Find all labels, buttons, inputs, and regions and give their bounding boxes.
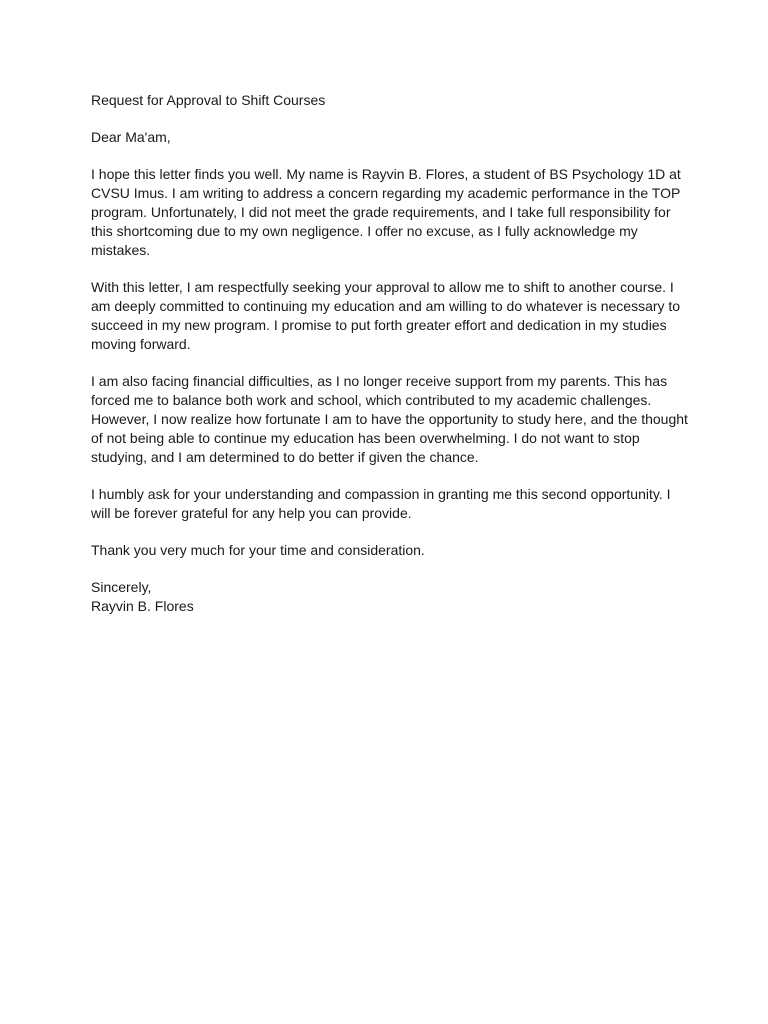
letter-signoff	[91, 578, 691, 616]
letter-paragraph-request: With this letter, I am respectfully seeking your approval to allow me to shift to another course. I am deeply committed to continuing my education and am willing to do whatever is necessary to succeed in my new program. I promise to put forth greater effort and dedication in my studies moving forward.	[91, 279, 681, 352]
letter-paragraph-appeal: I humbly ask for your understanding and compassion in granting me this second opportunity. I will be forever grateful for any help you can provide.	[91, 486, 671, 521]
letter-subject: Request for Approval to Shift Courses	[91, 92, 326, 108]
letter-body	[91, 91, 691, 634]
letter-paragraph-thanks: Thank you very much for your time and consideration.	[91, 542, 425, 558]
letter-closing: Sincerely,	[91, 579, 152, 595]
letter-paragraph-intro: I hope this letter finds you well. My name is Rayvin B. Flores, a student of BS Psychology 1D at CVSU Imus. I am writing to address a concern regarding my academic performance in the TOP program. Unfortunately, I did not meet the grade requirements, and I take full responsibility for this shortcoming due to my own negligence. I offer no excuse, as I fully acknowledge my mistakes.	[91, 166, 681, 258]
letter-paragraph-financial: I am also facing financial difficulties, as I no longer receive support from my parents. This has forced me to balance both work and school, which contributed to my academic challenges. However, I now realize how fortunate I am to have the opportunity to study here, and the thought of not being able to continue my education has been overwhelming. I do not want to stop studying, and I am determined to do better if given the chance.	[91, 373, 688, 465]
letter-salutation: Dear Ma'am,	[91, 129, 171, 145]
letter-signature: Rayvin B. Flores	[91, 598, 194, 614]
